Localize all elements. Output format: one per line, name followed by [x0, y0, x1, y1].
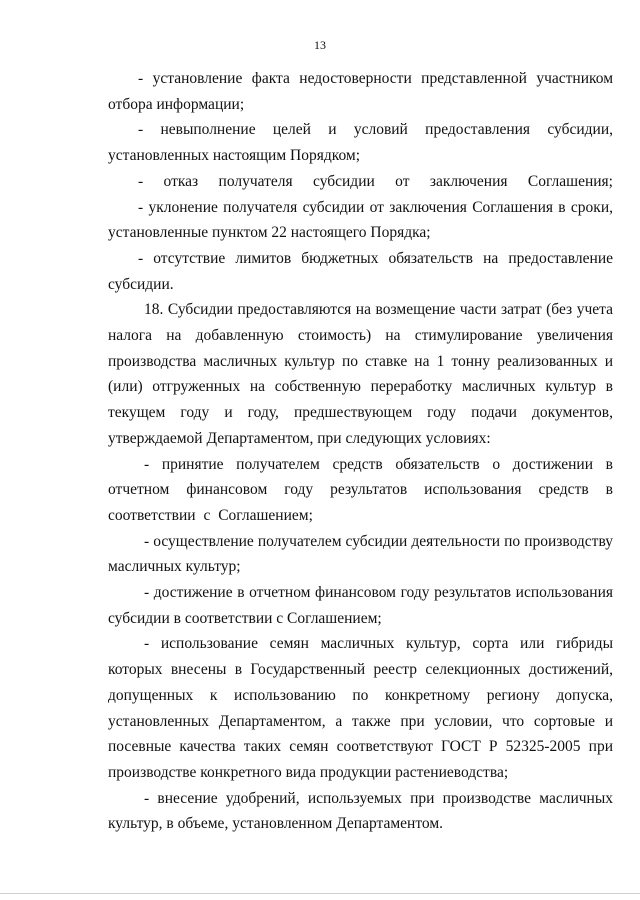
page-bottom-edge — [0, 893, 640, 894]
document-body — [108, 66, 613, 837]
paragraph-obligations: - принятие получателем средств обязательств о достижении в отчетном финансовом году результатов использования средств в соответствии с Соглашением; — [108, 455, 613, 524]
paragraph-fertilizers: - внесение удобрений, используемых при производстве масличных культур, в объеме, установленном Департаментом. — [108, 789, 613, 833]
paragraph-activity: - осуществление получателем субсидии деятельности по производству масличных культур; — [108, 532, 613, 576]
paragraph-unreliable-info: - установление факта недостоверности представленной участником отбора информации; — [108, 70, 613, 113]
paragraph-evasion: - уклонение получателя субсидии от заключения Соглашения в сроки, установленные пунктом 22 настоящего Порядка; — [108, 198, 613, 242]
paragraph-goals-not-met: - невыполнение целей и условий предоставления субсидии, установленных настоящим Порядком; — [108, 121, 613, 165]
paragraph-seeds: - использование семян масличных культур, сорта или гибриды которых внесены в Государственный реестр селекционных достижений, допущенных к использованию по конкретному региону допуска, установленных Департаментом, а также при условии, что сортовые и посевные качества таких семян соответствуют ГОСТ Р 52325-2005 при производстве конкретного вида продукции растениеводства; — [108, 635, 613, 781]
paragraph-results: - достижение в отчетном финансовом году результатов использования субсидии в соответствии с Соглашением; — [108, 584, 613, 627]
paragraph-item-18: 18. Субсидии предоставляются на возмещение части затрат (без учета налога на добавленную стоимость) на стимулирование увеличения производства масличных культур по ставке на 1 тонну реализованных и (или) отгруженных на собственную переработку масличных культур в текущем году и году, предшествующем году подачи документов, утверждаемой Департаментом, при следующих условиях: — [108, 301, 613, 447]
paragraph-refusal: - отказ получателя субсидии от заключения Соглашения; — [138, 172, 613, 190]
page-number: 13 — [314, 38, 326, 52]
paragraph-no-limits: - отсутствие лимитов бюджетных обязательств на предоставление субсидии. — [108, 249, 613, 293]
